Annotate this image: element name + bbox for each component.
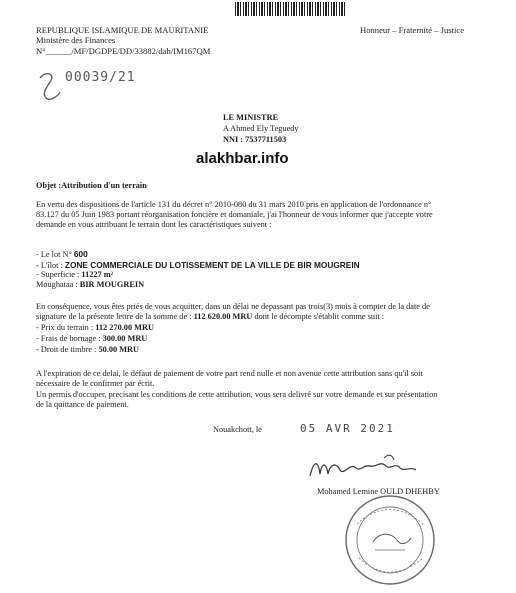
moughataa-label: Moughataa :	[36, 280, 80, 289]
superficie-value: 11227 m²	[81, 270, 114, 279]
watermark: alakhbar.info	[196, 150, 289, 167]
moughataa-value: BIR MOUGREIN	[79, 280, 145, 289]
total-amount: 112 620.00 MRU	[193, 312, 253, 321]
intro-line-3: demande en vous attribuant le terrain dont les caractéristiques suivent :	[36, 220, 272, 229]
signature	[300, 450, 430, 486]
superficie-label: - Superficie :	[36, 270, 82, 279]
bornage-label: - Frais de bornage :	[36, 334, 103, 343]
place-date: Nouakchott, le	[213, 425, 262, 434]
closing-line-4: de la quittance de paiement.	[36, 400, 129, 409]
intro-line-1: En vertu des dispositions de l'article 131 du décret n° 2010-080 du 31 mars 2010 pris en application de l'ordonnance n°	[36, 200, 432, 209]
ministry-header: Ministère des Finances	[36, 35, 116, 45]
bornage-value: 300.00 MRU	[102, 334, 148, 343]
republic-header: REPUBLIQUE ISLAMIQUE DE MAURITANIE	[36, 25, 209, 35]
moughataa-line	[36, 280, 144, 290]
registration-stamp: 00039/21	[65, 70, 136, 85]
prix-line	[36, 323, 154, 333]
prix-label: - Prix du terrain :	[36, 323, 96, 332]
barcode	[235, 2, 345, 16]
timbre-label: - Droit de timbre :	[36, 345, 99, 354]
lot-label: - Le lot N°	[36, 250, 74, 259]
payment-text-c: dont le décompte s'établit comme suit :	[252, 312, 385, 321]
official-seal-icon	[335, 488, 445, 588]
recipient-name: A Ahmed Ely Teguedy	[223, 124, 299, 133]
date-stamp: 05 AVR 2021	[300, 422, 395, 435]
timbre-line	[36, 345, 139, 355]
ilot-label: - L'îlot :	[36, 261, 65, 270]
payment-line-2	[36, 312, 384, 322]
intro-line-2: 83.127 du 05 Juin 1983 portant réorganisation foncière et domaniale, j'ai l'honneur de vous informer que j'accepte votre	[36, 210, 433, 219]
payment-text-a: signature de la présente lettre de la somme de :	[36, 312, 194, 321]
subject-line: Objet :Attribution d'un terrain	[36, 181, 147, 190]
closing-line-2: nécessaire de le confirmer par écrit.	[36, 379, 155, 388]
closing-line-1: A l'expiration de ce delai, le défaut de paiement de votre part rend nulle et non avenue cette attribution sans qu'il soit	[36, 369, 423, 378]
recipient-nni: NNI : 7537711503	[223, 135, 287, 144]
lot-value: 600	[73, 249, 88, 259]
lot-line	[36, 249, 88, 260]
motto: Honneur – Fraternité – Justice	[360, 25, 465, 35]
recipient-title: LE MINISTRE	[223, 113, 279, 122]
handwritten-mark	[36, 68, 64, 104]
reference-number: N°______/MF/DGDPE/DD/33882/dah/IM167QM	[36, 46, 211, 56]
payment-line-1: En conséquence, vous êtes priés de vous acquitter, dans un délai ne depassant pas trois(3) mois à compter de la date de	[36, 302, 430, 311]
timbre-value: 50.00 MRU	[98, 345, 140, 354]
signatory-name: Mohamed Lemine OULD DHEHBY	[317, 487, 440, 496]
prix-value: 112 270.00 MRU	[95, 323, 154, 332]
superficie-line	[36, 270, 113, 280]
bornage-line	[36, 334, 147, 344]
closing-line-3: Un permis d'occuper, precisant les conditions de cette attribution, vous sera delivré sur votre demande et sur présentation	[36, 390, 438, 399]
ilot-value: ZONE COMMERCIALE DU LOTISSEMENT DE LA VILLE DE BIR MOUGREIN	[64, 260, 360, 270]
